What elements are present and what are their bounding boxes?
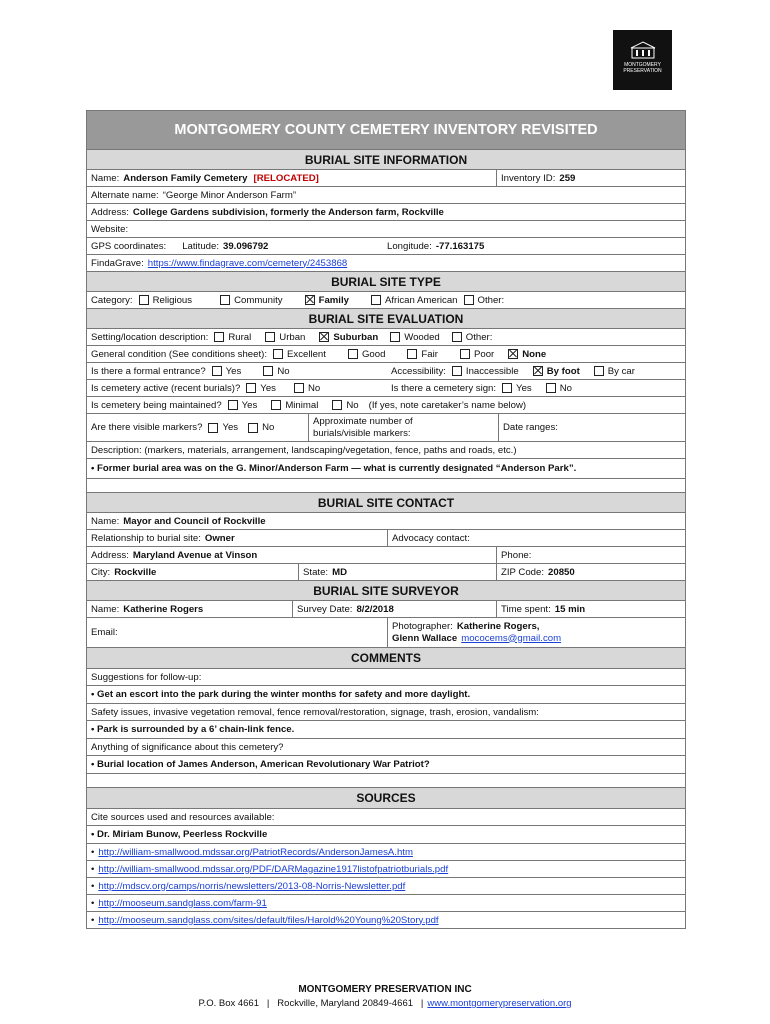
cemetery-name[interactable]: Anderson Family Cemetery xyxy=(123,172,248,184)
significance-label: Anything of significance about this cemetery? xyxy=(91,741,284,753)
religious-checkbox[interactable] xyxy=(139,295,149,305)
rural-checkbox[interactable] xyxy=(214,332,224,342)
community-label: Community xyxy=(234,294,283,306)
source-link-2[interactable]: http://william-smallwood.mdssar.org/PDF/DARMagazine1917listofpatriotburials.pdf xyxy=(98,863,449,875)
city-value[interactable]: Rockville xyxy=(114,566,157,578)
footer-website-link[interactable]: www.montgomerypreservation.org xyxy=(427,998,572,1009)
sources-label: Cite sources used and resources available: xyxy=(91,811,275,823)
fair-checkbox[interactable] xyxy=(407,349,417,359)
maintained-yes-checkbox[interactable] xyxy=(228,400,238,410)
family-checkbox[interactable] xyxy=(305,295,315,305)
relationship-value[interactable]: Owner xyxy=(204,532,235,544)
by-foot-checkbox[interactable] xyxy=(533,366,543,376)
family-label: Family xyxy=(318,294,349,306)
form-title: MONTGOMERY COUNTY CEMETERY INVENTORY REVISITED xyxy=(87,111,685,150)
gps-label: GPS coordinates: xyxy=(91,240,167,252)
by-car-checkbox[interactable] xyxy=(594,366,604,376)
markers-yes-checkbox[interactable] xyxy=(208,423,218,433)
sign-label: Is there a cemetery sign: xyxy=(391,382,497,394)
lat-label: Latitude: xyxy=(182,240,220,252)
community-checkbox[interactable] xyxy=(220,295,230,305)
maintained-no-label: No xyxy=(346,399,359,411)
markers-no-checkbox[interactable] xyxy=(248,423,258,433)
active-yes-checkbox[interactable] xyxy=(246,383,256,393)
source-link-5[interactable]: http://mooseum.sandglass.com/sites/default/files/Harold%20Young%20Story.pdf xyxy=(98,914,439,926)
sources-heading: SOURCES xyxy=(87,788,685,809)
photographer-email-link[interactable]: mococems@gmail.com xyxy=(461,632,562,644)
findagrave-label: FindaGrave: xyxy=(91,257,144,269)
excellent-label: Excellent xyxy=(287,348,326,360)
entrance-no-checkbox[interactable] xyxy=(263,366,273,376)
advocacy-label: Advocacy contact: xyxy=(392,532,470,544)
suburban-label: Suburban xyxy=(333,331,379,343)
website-label: Website: xyxy=(91,223,129,235)
entrance-yes-checkbox[interactable] xyxy=(212,366,222,376)
email-label: Email: xyxy=(91,627,118,638)
comments-heading: COMMENTS xyxy=(87,648,685,669)
poor-label: Poor xyxy=(473,348,495,360)
inventory-label: Inventory ID: xyxy=(501,172,556,184)
none-checkbox[interactable] xyxy=(508,349,518,359)
inventory-form: MONTGOMERY COUNTY CEMETERY INVENTORY REVISITED BURIAL SITE INFORMATION Name: Anderson Family Cemetery [RELOCATED] Inventory ID: 259 Alternate name: “George Minor Anderson Farm” Address: College Gardens subdivision, formerly the Anderson farm, Rockville Website: GPS coordinates: Latitude: 39.096792 Longitude: -77.163175 FindaGrave: https://www.findagrave.com/cemetery/2453868 BURIAL SITE TYPE Category: Religious Community Family African American Other: BURIAL SITE EVALUATION Setting/location description: Rural Urban Suburban Wooded Other: General condition (See conditions sheet): Excellent Good Fair Poor None Is there a formal entrance? Yes No Accessibility: Inaccessible By foot By car Is cemetery active (recent burials)? Yes No Is there a cemetery sign: Yes No Is cemetery being maintained? Yes Minimal No (If yes, note caretaker’s name below) Are there visible markers? Yes No Approximate number of burials/visible markers: Date ranges: Description: (markers, materials, arrangement, landscaping/vegetation, fence, paths and roads, etc.) • Former burial area was on the G. Minor/Anderson Farm — what is currently designated “Anderson Park”. BURIAL SITE CONTACT Name: Mayor and Council of Rockville Relationship to burial site: Owner Advocacy contact: Address: Maryland Avenue at Vinson Phone: City: Rockville State: MD ZIP Code: 20850 BURIAL SITE SURVEYOR Name: Katherine Rogers Survey Date: 8/2/2018 Time spent: 15 min Email: Photographer: Katherine Rogers, Glenn Wallace mococems@gmail.com COMMENTS Suggestions for follow-up: • Get an escort into the park during the winter months for safety and more daylight. Safety issues, invasive vegetation removal, fence removal/restoration, signage, trash, erosion, vandalism: • Park is surrounded by a 6’ chain-link fence. Anything of significance about this cemetery? • Burial location of James Anderson, American Revolutionary War Patriot? SOURCES Cite sources used and resources available: • Dr. Miriam Bunow, Peerless Rockville • http://william-smallwood.mdssar.org/PatriotRecords/AndersonJamesA.htm • http://william-smallwood.mdssar.org/PDF/DARMagazine1917listofpatriotburials.pdf • http://mdscv.org/camps/norris/newsletters/2013-08-Norris-Newsletter.pdf • http://mooseum.sandglass.com/farm-91 • http://mooseum.sandglass.com/sites/default/files/Harold%20Young%20Story.pdf xyxy=(86,110,686,929)
logo xyxy=(613,30,672,90)
approx-label-2: burials/visible markers: xyxy=(313,427,411,439)
markers-yes-label: Yes xyxy=(222,422,239,433)
zip-label: ZIP Code: xyxy=(501,566,545,578)
active-label: Is cemetery active (recent burials)? xyxy=(91,382,241,394)
address-label: Address: xyxy=(91,206,129,218)
inaccessible-label: Inaccessible xyxy=(465,365,519,377)
description-value[interactable]: • Former burial area was on the G. Minor/Anderson Farm — what is currently designated “Anderson Park”. xyxy=(91,463,577,474)
source-link-3[interactable]: http://mdscv.org/camps/norris/newsletters/2013-08-Norris-Newsletter.pdf xyxy=(98,880,406,892)
phone-label: Phone: xyxy=(501,549,532,561)
maintained-yes-label: Yes xyxy=(241,399,258,411)
entrance-no-label: No xyxy=(277,365,290,377)
city-label: City: xyxy=(91,566,111,578)
eval-heading: BURIAL SITE EVALUATION xyxy=(87,309,685,329)
surveyor-heading: BURIAL SITE SURVEYOR xyxy=(87,581,685,601)
african-american-label: African American xyxy=(384,294,458,306)
sign-no-checkbox[interactable] xyxy=(546,383,556,393)
source-link-1[interactable]: http://william-smallwood.mdssar.org/PatriotRecords/AndersonJamesA.htm xyxy=(98,846,413,858)
sign-no-label: No xyxy=(559,382,572,394)
condition-label: General condition (See conditions sheet): xyxy=(91,348,267,360)
good-label: Good xyxy=(361,348,386,360)
wooded-label: Wooded xyxy=(404,331,440,343)
excellent-checkbox[interactable] xyxy=(273,349,283,359)
other-setting-label: Other: xyxy=(465,331,493,343)
inventory-id[interactable]: 259 xyxy=(559,172,576,184)
time-spent[interactable]: 15 min xyxy=(554,603,586,615)
maintained-note: (If yes, note caretaker’s name below) xyxy=(368,399,527,411)
time-spent-label: Time spent: xyxy=(501,603,551,615)
active-yes-label: Yes xyxy=(260,382,276,394)
suburban-checkbox[interactable] xyxy=(319,332,329,342)
contact-heading: BURIAL SITE CONTACT xyxy=(87,493,685,513)
description-label: Description: (markers, materials, arrangement, landscaping/vegetation, fence, paths and roads, etc.) xyxy=(91,444,517,456)
sign-yes-label: Yes xyxy=(516,382,532,394)
wooded-checkbox[interactable] xyxy=(390,332,400,342)
date-ranges-label: Date ranges: xyxy=(503,422,558,433)
photographer-1[interactable]: Katherine Rogers, xyxy=(456,620,540,632)
surveyor-name[interactable]: Katherine Rogers xyxy=(123,603,204,615)
logo-line1: MONTGOMERY xyxy=(624,62,661,68)
surveyor-name-label: Name: xyxy=(91,603,120,615)
latitude-value[interactable]: 39.096792 xyxy=(223,240,269,252)
minimal-checkbox[interactable] xyxy=(271,400,281,410)
contact-name-label: Name: xyxy=(91,515,120,527)
other-type-label: Other: xyxy=(477,294,505,306)
approx-label-1: Approximate number of xyxy=(313,415,413,427)
footer-org: MONTGOMERY PRESERVATION INC xyxy=(298,984,472,995)
by-car-label: By car xyxy=(607,365,635,377)
followup-label: Suggestions for follow-up: xyxy=(91,671,202,683)
building-icon xyxy=(628,40,658,60)
entrance-label: Is there a formal entrance? xyxy=(91,365,206,377)
safety-value[interactable]: • Park is surrounded by a 6’ chain-link fence. xyxy=(91,724,295,735)
footer-address-text: P.O. Box 4661 | Rockville, Maryland 20849-4661 | xyxy=(198,998,424,1009)
markers-label: Are there visible markers? xyxy=(91,422,203,433)
active-no-checkbox[interactable] xyxy=(294,383,304,393)
inaccessible-checkbox[interactable] xyxy=(452,366,462,376)
significance-value[interactable]: • Burial location of James Anderson, American Revolutionary War Patriot? xyxy=(91,759,430,770)
maintained-label: Is cemetery being maintained? xyxy=(91,399,222,411)
photographer-2[interactable]: Glenn Wallace xyxy=(392,632,458,644)
contact-address-label: Address: xyxy=(91,549,129,561)
by-foot-label: By foot xyxy=(546,365,580,377)
alt-label: Alternate name: xyxy=(91,189,159,201)
active-no-label: No xyxy=(307,382,321,394)
other-type-checkbox[interactable] xyxy=(464,295,474,305)
address-value[interactable]: College Gardens subdivision, formerly the Anderson farm, Rockville xyxy=(132,206,444,218)
name-label: Name: xyxy=(91,172,120,184)
urban-checkbox[interactable] xyxy=(265,332,275,342)
survey-date[interactable]: 8/2/2018 xyxy=(356,603,394,615)
poor-checkbox[interactable] xyxy=(460,349,470,359)
photographer-label: Photographer: xyxy=(392,620,453,632)
african-american-checkbox[interactable] xyxy=(371,295,381,305)
access-label: Accessibility: xyxy=(391,365,446,377)
entrance-yes-label: Yes xyxy=(225,365,242,377)
source-1[interactable]: • Dr. Miriam Bunow, Peerless Rockville xyxy=(91,829,268,840)
lon-label: Longitude: xyxy=(387,240,432,252)
longitude-value[interactable]: -77.163175 xyxy=(435,240,485,252)
state-label: State: xyxy=(303,566,329,578)
relationship-label: Relationship to burial site: xyxy=(91,532,201,544)
sign-yes-checkbox[interactable] xyxy=(502,383,512,393)
religious-label: Religious xyxy=(152,294,193,306)
relocated-badge: [RELOCATED] xyxy=(253,172,319,184)
survey-date-label: Survey Date: xyxy=(297,603,353,615)
zip-value[interactable]: 20850 xyxy=(548,566,575,578)
logo-line2: PRESERVATION xyxy=(623,67,662,74)
alt-name[interactable]: “George Minor Anderson Farm” xyxy=(162,189,297,201)
rural-label: Rural xyxy=(228,331,252,343)
safety-label: Safety issues, invasive vegetation removal, fence removal/restoration, signage, trash, erosion, vandalism: xyxy=(91,706,539,718)
other-setting-checkbox[interactable] xyxy=(452,332,462,342)
findagrave-link[interactable]: https://www.findagrave.com/cemetery/2453868 xyxy=(147,257,348,269)
source-link-4[interactable]: http://mooseum.sandglass.com/farm-91 xyxy=(98,897,267,909)
contact-address[interactable]: Maryland Avenue at Vinson xyxy=(132,549,258,561)
fair-label: Fair xyxy=(421,348,438,360)
markers-no-label: No xyxy=(262,422,275,433)
setting-label: Setting/location description: xyxy=(91,331,209,343)
type-heading: BURIAL SITE TYPE xyxy=(87,272,685,292)
state-value[interactable]: MD xyxy=(332,566,347,578)
info-heading: BURIAL SITE INFORMATION xyxy=(87,150,685,170)
urban-label: Urban xyxy=(279,331,306,343)
none-label: None xyxy=(522,348,547,360)
contact-name[interactable]: Mayor and Council of Rockville xyxy=(123,515,266,527)
minimal-label: Minimal xyxy=(285,399,319,411)
category-label: Category: xyxy=(91,294,133,306)
footer-address xyxy=(0,998,770,1009)
good-checkbox[interactable] xyxy=(348,349,358,359)
followup-value[interactable]: • Get an escort into the park during the winter months for safety and more daylight. xyxy=(91,689,471,700)
maintained-no-checkbox[interactable] xyxy=(332,400,342,410)
